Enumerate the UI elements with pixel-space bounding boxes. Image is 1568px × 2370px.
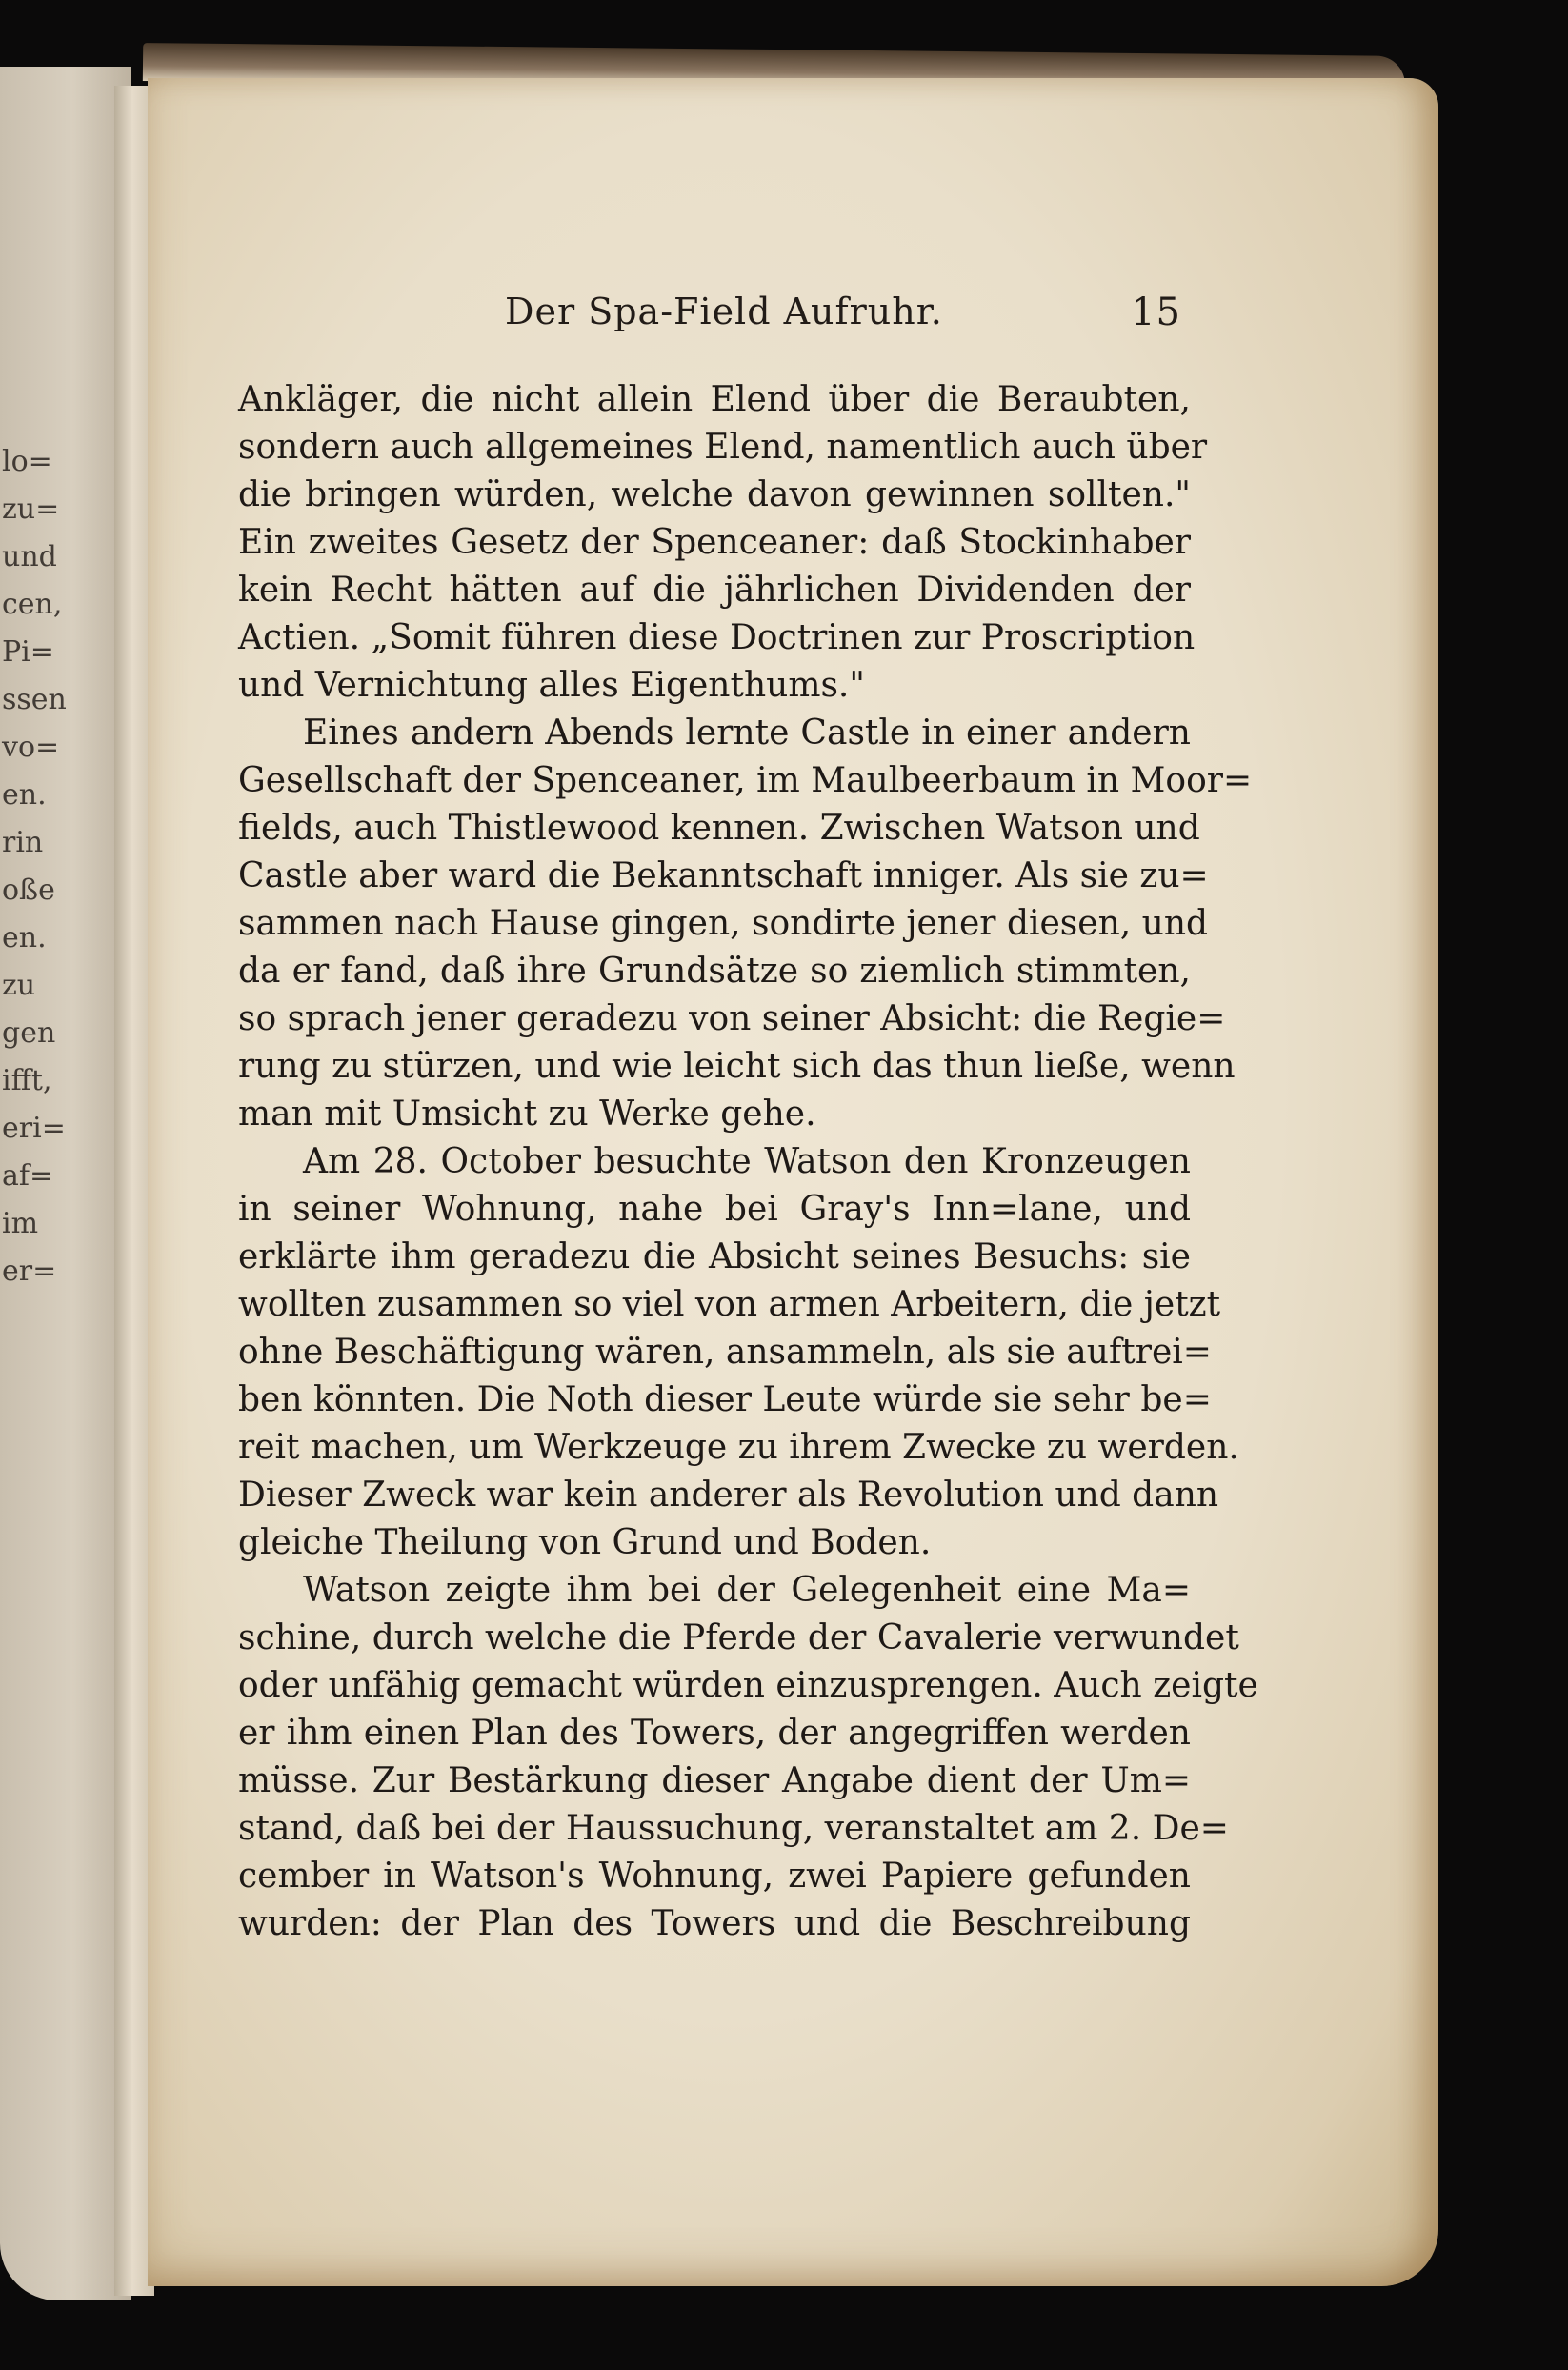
left-fragment: im — [2, 1207, 39, 1240]
left-fragment: eri= — [2, 1112, 66, 1145]
text-line: die bringen würden, welche davon gewinnen sollten." — [238, 475, 1191, 514]
text-line: ohne Beschäftigung wären, ansammeln, als sie auftrei= — [238, 1333, 1212, 1372]
left-fragment: vo= — [2, 731, 60, 764]
text-line: Actien. „Somit führen diese Doctrinen zur Proscription — [238, 618, 1196, 657]
text-line: Gesellschaft der Spenceaner, im Maulbeerbaum in Moor= — [238, 761, 1253, 800]
text-line: wurden: der Plan des Towers und die Beschreibung — [238, 1904, 1191, 1943]
left-fragment: Pi= — [2, 635, 54, 669]
text-line: Ankläger, die nicht allein Elend über die Beraubten, — [238, 380, 1191, 419]
left-fragment: lo= — [2, 445, 52, 478]
text-line: so sprach jener geradezu von seiner Absicht: die Regie= — [238, 999, 1226, 1038]
left-fragment: zu= — [2, 492, 60, 526]
text-line: rung zu stürzen, und wie leicht sich das thun ließe, wenn — [238, 1047, 1236, 1086]
left-fragment: en. — [2, 778, 47, 812]
left-page-text-fragments — [2, 438, 67, 1295]
left-fragment: zu — [2, 969, 36, 1002]
text-line: Ein zweites Gesetz der Spenceaner: daß Stockinhaber — [238, 523, 1191, 562]
text-line: sondern auch allgemeines Elend, namentlich auch über — [238, 428, 1208, 467]
text-line: da er fand, daß ihre Grundsätze so ziemlich stimmten, — [238, 952, 1191, 991]
text-line: oder unfähig gemacht würden einzusprengen. Auch zeigte — [238, 1666, 1258, 1705]
text-line: erklärte ihm geradezu die Absicht seines Besuchs: sie — [238, 1237, 1191, 1276]
text-line: man mit Umsicht zu Werke gehe. — [238, 1095, 816, 1134]
text-line: stand, daß bei der Haussuchung, veranstaltet am 2. De= — [238, 1809, 1229, 1848]
left-fragment: en. — [2, 921, 47, 954]
text-line: er ihm einen Plan des Towers, der angegriffen werden — [238, 1714, 1191, 1753]
text-line: in seiner Wohnung, nahe bei Gray's Inn=lane, und — [238, 1190, 1191, 1229]
page-number: 15 — [1131, 291, 1181, 334]
text-line: wollten zusammen so viel von armen Arbeitern, die jetzt — [238, 1285, 1221, 1324]
text-line: fields, auch Thistlewood kennen. Zwischen Watson und — [238, 809, 1200, 848]
text-line: sammen nach Hause gingen, sondirte jener diesen, und — [238, 904, 1209, 943]
body-text — [238, 376, 1258, 1948]
running-head-title: Der Spa-Field Aufruhr. — [505, 291, 943, 332]
left-fragment: rin — [2, 826, 44, 859]
text-line: Eines andern Abends lernte Castle in einer andern — [303, 713, 1191, 753]
running-head — [505, 291, 1181, 348]
text-line: cember in Watson's Wohnung, zwei Papiere gefunden — [238, 1857, 1191, 1896]
text-line: Castle aber ward die Bekanntschaft inniger. Als sie zu= — [238, 856, 1209, 895]
text-line: Am 28. October besuchte Watson den Kronzeugen — [303, 1142, 1191, 1181]
left-fragment: und — [2, 540, 57, 573]
text-line: reit machen, um Werkzeuge zu ihrem Zwecke zu werden. — [238, 1428, 1239, 1467]
text-line: müsse. Zur Bestärkung dieser Angabe dient der Um= — [238, 1761, 1191, 1800]
left-fragment: ssen — [2, 683, 67, 716]
left-fragment: gen — [2, 1016, 56, 1050]
text-line: kein Recht hätten auf die jährlichen Dividenden der — [238, 571, 1191, 610]
text-line: schine, durch welche die Pferde der Cavalerie verwundet — [238, 1618, 1239, 1657]
left-fragment: ifft, — [2, 1064, 52, 1097]
left-page — [0, 67, 131, 2300]
text-line: Dieser Zweck war kein anderer als Revolution und dann — [238, 1476, 1219, 1515]
text-line: und Vernichtung alles Eigenthums." — [238, 666, 865, 705]
left-fragment: af= — [2, 1159, 54, 1193]
left-fragment: cen, — [2, 588, 63, 621]
left-fragment: oße — [2, 874, 55, 907]
text-line: gleiche Theilung von Grund und Boden. — [238, 1523, 932, 1562]
text-line: ben könnten. Die Noth dieser Leute würde sie sehr be= — [238, 1380, 1212, 1419]
left-fragment: er= — [2, 1255, 57, 1288]
text-line: Watson zeigte ihm bei der Gelegenheit eine Ma= — [303, 1571, 1191, 1610]
